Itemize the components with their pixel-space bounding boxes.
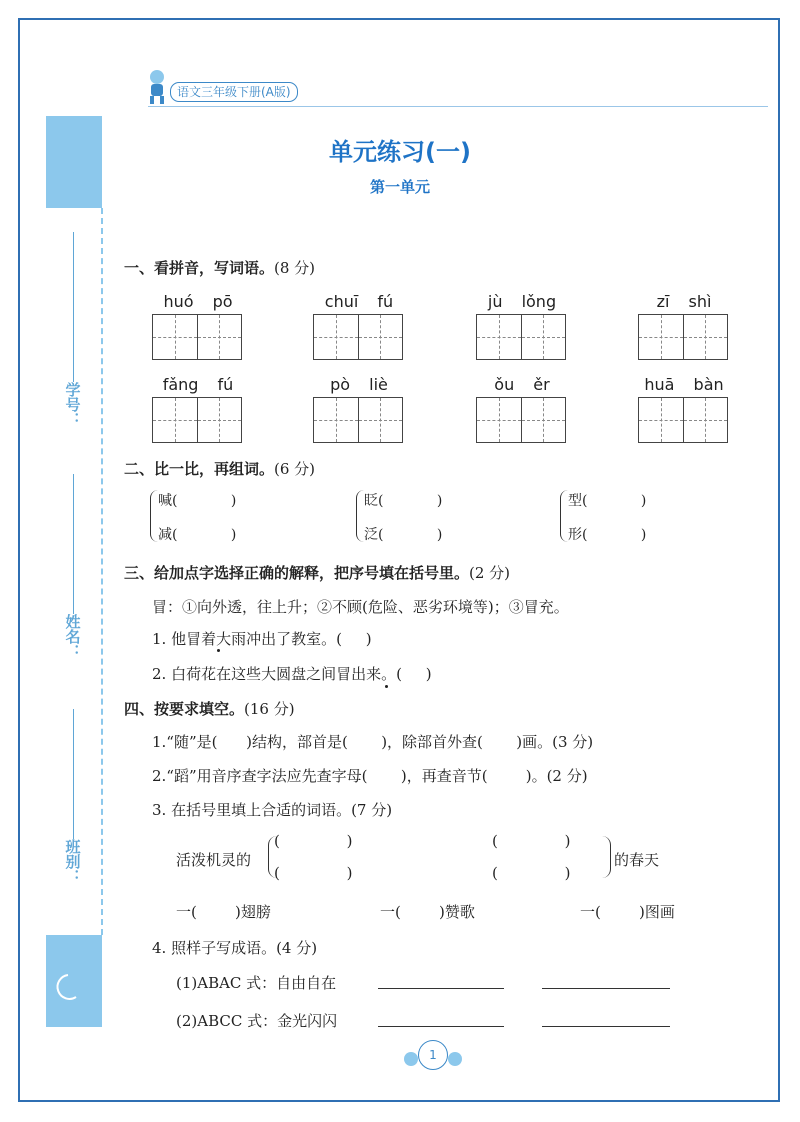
compare-word-a[interactable]: 喊( ) bbox=[158, 493, 237, 509]
answer-line[interactable] bbox=[542, 1026, 670, 1027]
header-divider bbox=[148, 106, 768, 107]
question-4-3: 3. 在括号里填上合适的词语。(7 分) bbox=[152, 801, 393, 819]
question-4-1[interactable]: 1.“随”是( )结构，部首是( )，除部首外查( )画。(3 分) bbox=[152, 733, 594, 751]
question-3-1[interactable]: 1. 他冒着大雨冲出了教室。( ) bbox=[152, 630, 372, 648]
pinyin-item: zī shì bbox=[638, 292, 730, 360]
section-3-heading: 三、给加点字选择正确的解释，把序号填在括号里。(2 分) bbox=[124, 564, 511, 582]
question-4-4: 4. 照样子写成语。(4 分) bbox=[152, 939, 318, 957]
idiom-example-1: (1)ABAC 式：自由自在 bbox=[176, 974, 337, 992]
fill-paren[interactable]: ( ) bbox=[274, 832, 353, 850]
fill-item[interactable]: 一( )赞歌 bbox=[380, 903, 475, 921]
pinyin-item: huó pō bbox=[152, 292, 244, 360]
writing-grid[interactable] bbox=[638, 397, 728, 443]
student-name-label: 姓名： bbox=[63, 614, 82, 659]
page-decoration bbox=[448, 1052, 462, 1066]
pinyin-item: ǒu ěr bbox=[476, 375, 568, 443]
page-subtitle: 第一单元 bbox=[369, 178, 430, 196]
class-field[interactable] bbox=[56, 705, 90, 884]
compare-word-b[interactable]: 形( ) bbox=[568, 527, 647, 543]
question-4-2[interactable]: 2.“蹈”用音序查字法应先查字母( )，再查音节( )。(2 分) bbox=[152, 767, 588, 785]
pinyin-item: jù lǒng bbox=[476, 292, 568, 360]
fill-paren[interactable]: ( ) bbox=[492, 832, 571, 850]
answer-line[interactable] bbox=[378, 988, 504, 989]
writing-grid[interactable] bbox=[476, 314, 566, 360]
writing-grid[interactable] bbox=[152, 397, 242, 443]
compare-word-b[interactable]: 减( ) bbox=[158, 527, 237, 543]
page-number: 1 bbox=[418, 1040, 448, 1070]
compare-word-a[interactable]: 眨( ) bbox=[364, 493, 443, 509]
writing-grid[interactable] bbox=[313, 397, 403, 443]
class-label: 班别： bbox=[63, 839, 82, 884]
fill-item[interactable]: 一( )图画 bbox=[580, 903, 675, 921]
brace-right bbox=[602, 836, 611, 878]
compare-word-b[interactable]: 泛( ) bbox=[364, 527, 443, 543]
section-1-heading: 一、看拼音，写词语。(8 分) bbox=[124, 259, 316, 277]
writing-grid[interactable] bbox=[152, 314, 242, 360]
answer-line[interactable] bbox=[378, 1026, 504, 1027]
pinyin-item: chuī fú bbox=[313, 292, 405, 360]
pinyin-item: huā bàn bbox=[638, 375, 730, 443]
fill-lead-text: 活泼机灵的 bbox=[176, 851, 252, 869]
student-mascot-icon bbox=[146, 68, 168, 106]
emphasis-dot bbox=[385, 685, 388, 688]
fill-tail-text: 的春天 bbox=[614, 851, 660, 869]
student-number-label: 学号： bbox=[63, 382, 82, 427]
emphasis-dot bbox=[217, 649, 220, 652]
book-title-tag: 语文三年级下册(A版) bbox=[170, 82, 298, 102]
pinyin-item: fǎng fú bbox=[152, 375, 244, 443]
section-2-heading: 二、比一比，再组词。(6 分) bbox=[124, 460, 316, 478]
compare-word-a[interactable]: 型( ) bbox=[568, 493, 647, 509]
answer-line[interactable] bbox=[542, 988, 670, 989]
page-title: 单元练习(一) bbox=[329, 138, 471, 166]
sidebar-dashed-line bbox=[101, 208, 103, 935]
definition-text: 冒：①向外透，往上升；②不顾(危险、恶劣环境等)；③冒充。 bbox=[152, 598, 569, 616]
fill-paren[interactable]: ( ) bbox=[492, 864, 571, 882]
pinyin-item: pò liè bbox=[313, 375, 405, 443]
writing-grid[interactable] bbox=[476, 397, 566, 443]
student-name-field[interactable] bbox=[56, 470, 90, 659]
fill-item[interactable]: 一( )翅膀 bbox=[176, 903, 271, 921]
page-decoration bbox=[404, 1052, 418, 1066]
question-3-2[interactable]: 2. 白荷花在这些大圆盘之间冒出来。( ) bbox=[152, 665, 432, 683]
writing-grid[interactable] bbox=[313, 314, 403, 360]
moon-icon bbox=[46, 935, 102, 1027]
student-number-field[interactable] bbox=[56, 228, 90, 427]
section-4-heading: 四、按要求填空。(16 分) bbox=[124, 700, 295, 718]
sidebar-decoration-bottom bbox=[46, 935, 102, 1027]
writing-grid[interactable] bbox=[638, 314, 728, 360]
idiom-example-2: (2)ABCC 式：金光闪闪 bbox=[176, 1012, 338, 1030]
fill-paren[interactable]: ( ) bbox=[274, 864, 353, 882]
